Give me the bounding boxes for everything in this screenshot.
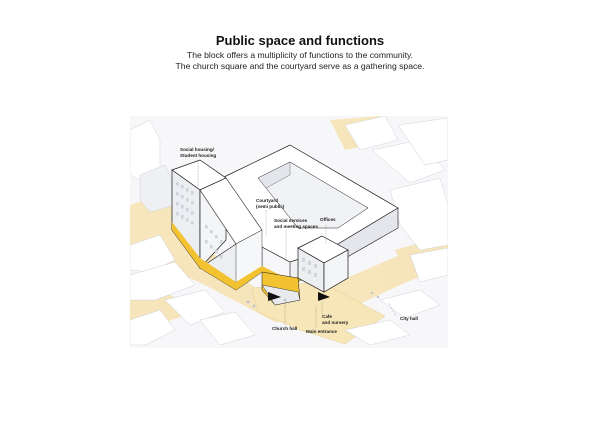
label-offices: Offices xyxy=(320,217,336,222)
subtitle-line-1: The block offers a multiplicity of functions to the community. xyxy=(186,50,414,60)
label-main-entrance: Main entrance xyxy=(306,329,337,334)
label-social-services-1: Social services xyxy=(274,218,308,223)
label-courtyard-1: Courtyard xyxy=(256,198,278,203)
label-courtyard-2: (semi public) xyxy=(256,204,285,209)
label-cafe-2: and nursery xyxy=(322,320,349,325)
label-social-services-2: and meeting spaces xyxy=(274,224,318,229)
label-city-hall: City hall xyxy=(400,316,418,321)
subtitle-line-2: The church square and the courtyard serve as a gathering space. xyxy=(175,61,425,71)
label-social-housing-2: Student housing xyxy=(180,153,217,158)
label-social-housing-1: Social housing/ xyxy=(180,147,214,152)
label-church-hall: Church hall xyxy=(272,326,298,331)
page-title: Public space and functions xyxy=(215,33,385,48)
label-cafe-1: Cafe xyxy=(322,314,332,319)
